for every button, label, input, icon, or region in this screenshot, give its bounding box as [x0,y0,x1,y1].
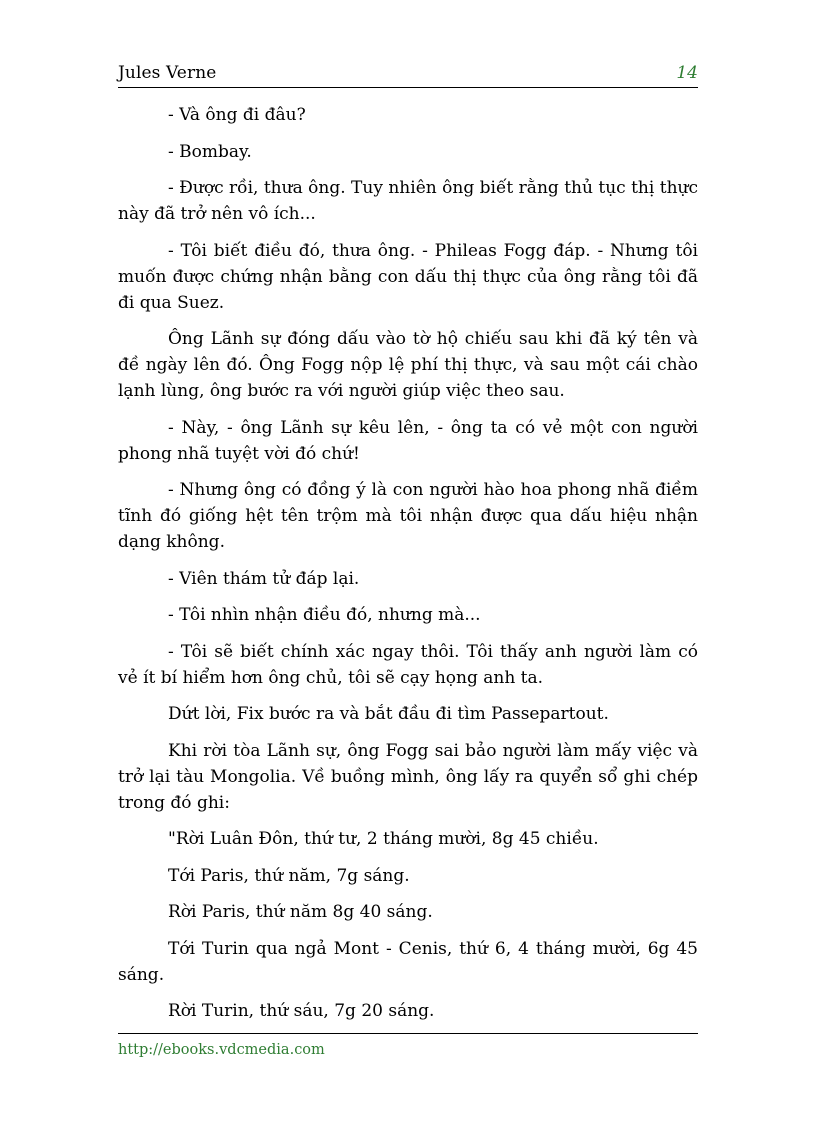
header-author: Jules Verne [118,63,217,83]
body-text [118,102,698,1035]
page-header [118,60,698,88]
footer-link[interactable]: http://ebooks.vdcmedia.com [118,1042,325,1058]
paragraph: - Tôi nhìn nhận điều đó, nhưng mà... [168,605,481,625]
paragraph: - Được rồi, thưa ông. Tuy nhiên ông biết rằng thủ tục thị thực này đã trở nên vô ích... [118,178,698,224]
paragraph: - Viên thám tử đáp lại. [168,568,360,589]
paragraph: - Này, - ông Lãnh sự kêu lên, - ông ta có vẻ một con người phong nhã tuyệt vời đó chứ! [118,417,698,464]
paragraph: Tới Turin qua ngả Mont - Cenis, thứ 6, 4 tháng mười, 6g 45 sáng. [118,938,698,985]
paragraph: Ông Lãnh sự đóng dấu vào tờ hộ chiếu sau khi đã ký tên và đề ngày lên đó. Ông Fogg nộp lệ phí thị thực, và sau một cái chào lạnh lùng, ông bước ra với người giúp việc theo sau. [118,329,698,401]
footer-rule [118,1033,698,1034]
paragraph: - Tôi sẽ biết chính xác ngay thôi. Tôi thấy anh người làm có vẻ ít bí hiểm hơn ông chủ, tôi sẽ cạy họng anh ta. [118,641,698,688]
paragraph: - Và ông đi đâu? [168,105,306,125]
paragraph: - Tôi biết điều đó, thưa ông. - Phileas Fogg đáp. - Nhưng tôi muốn được chứng nhận bằng con dấu thị thực của ông rằng tôi đã đi qua Suez. [118,240,698,313]
paragraph: "Rời Luân Đôn, thứ tư, 2 tháng mười, 8g 45 chiều. [168,829,599,849]
page-number: 14 [676,63,698,83]
paragraph: Tới Paris, thứ năm, 7g sáng. [168,865,410,886]
paragraph: Khi rời tòa Lãnh sự, ông Fogg sai bảo người làm mấy việc và trở lại tàu Mongolia. Về buồng mình, ông lấy ra quyển sổ ghi chép trong đó ghi: [118,740,698,813]
paragraph: Rời Paris, thứ năm 8g 40 sáng. [168,902,433,922]
paragraph: - Nhưng ông có đồng ý là con người hào hoa phong nhã điềm tĩnh đó giống hệt tên trộm mà tôi nhận được qua dấu hiệu nhận dạng không. [118,480,698,552]
paragraph: - Bombay. [168,141,252,162]
paragraph: Rời Turin, thứ sáu, 7g 20 sáng. [168,1001,435,1021]
paragraph: Dứt lời, Fix bước ra và bắt đầu đi tìm Passepartout. [168,704,609,724]
